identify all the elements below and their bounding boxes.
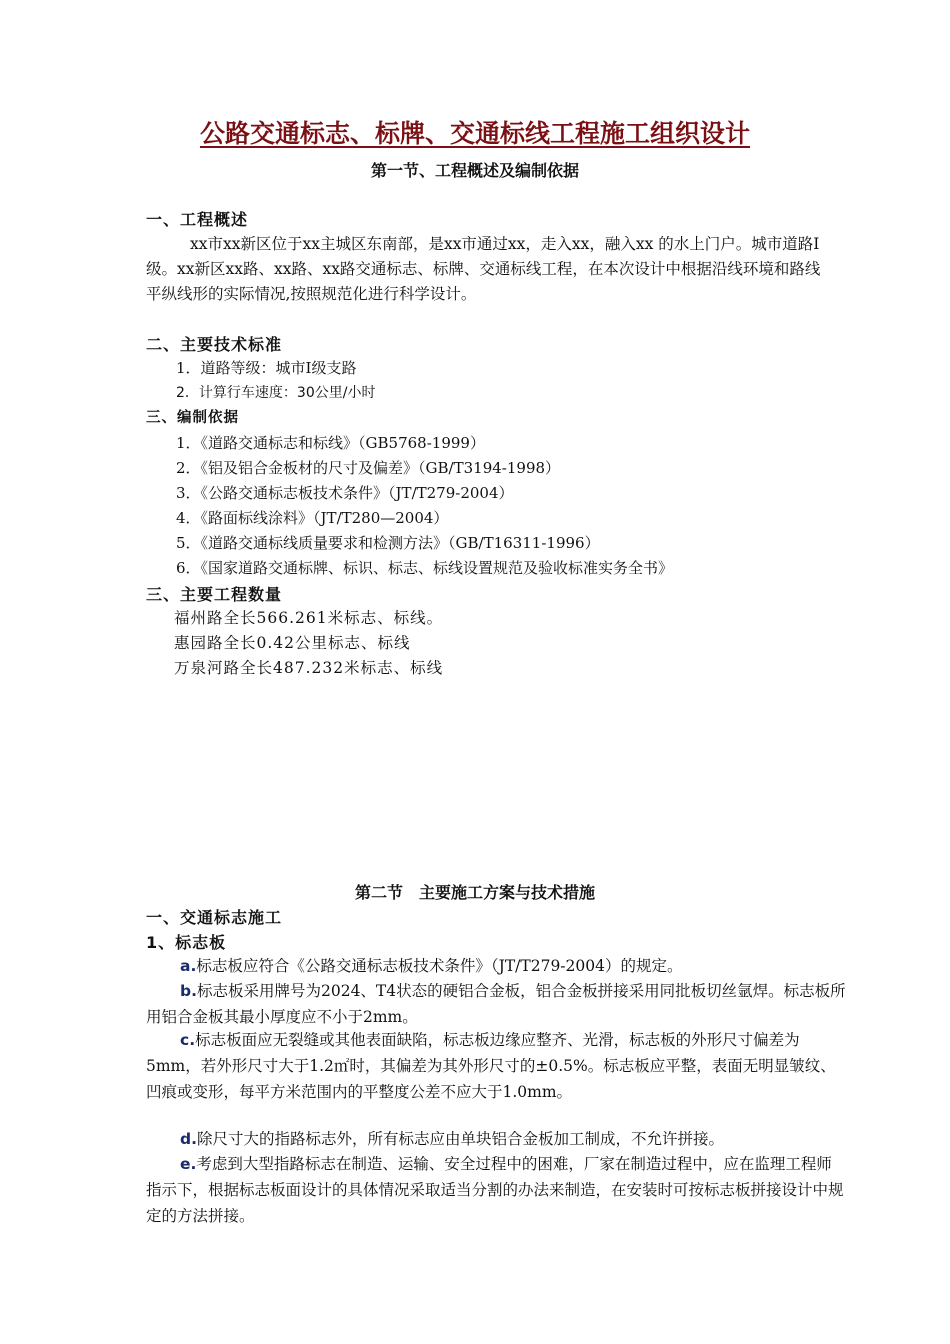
spec-item-label: c. [180, 1031, 196, 1049]
spec-item-label: b. [180, 982, 197, 1000]
spec-item-text: 除尺寸大的指路标志外，所有标志应由单块铝合金板加工制成，不允许拼接。 [196, 1130, 724, 1148]
spec-item-label: d. [180, 1130, 197, 1148]
spec-item-text: 考虑到大型指路标志在制造、运输、安全过程中的困难，厂家在制造过程中，应在监理工程师指示下，根据标志板面设计的具体情况采取适当分割的办法来制造，在安装时可按标志板拼接设计中规定的方法拼接。 [146, 1155, 844, 1225]
spec-item [146, 1151, 846, 1229]
basis-item: 5．《道路交通标线质量要求和检测方法》（GB/T16311-1996） [176, 534, 600, 552]
spec-item [146, 978, 846, 1030]
basis-item: 1．《道路交通标志和标线》（GB5768-1999） [176, 434, 485, 452]
quantity-item: 惠园路全长0.42公里标志、标线 [174, 634, 411, 652]
document-title-text: 公路交通标志、标牌、交通标线工程施工组织设计 [199, 119, 750, 148]
section1-title: 第一节、工程概述及编制依据 [370, 161, 579, 180]
overview-text [146, 232, 822, 307]
quantity-heading: 三、主要工程数量 [146, 585, 283, 604]
basis-item: 2．《铝及铝合金板材的尺寸及偏差》（GB/T3194-1998） [176, 459, 561, 477]
section2-title: 第二节 主要施工方案与技术措施 [354, 883, 595, 902]
standards-heading: 二、主要技术标准 [146, 335, 283, 354]
spec-item-text: 标志板应符合《公路交通标志板技术条件》（JT/T279-2004）的规定。 [196, 957, 683, 975]
spec-item-label: e. [180, 1155, 197, 1173]
section2-heading: 一、交通标志施工 [146, 908, 283, 927]
spec-item [146, 1126, 846, 1152]
spec-item-text: 标志板采用牌号为2024、T4状态的硬铝合金板，铝合金板拼接采用同批板切丝氩焊。标志板所用铝合金板其最小厚度应不小于2mm。 [146, 982, 846, 1026]
standards-item: 2．计算行车速度：30公里/小时 [176, 385, 376, 401]
standards-item: 1．道路等级：城市Ⅰ级支路 [176, 359, 357, 377]
overview-text-content: xx市xx新区位于xx主城区东南部，是xx市通过xx，走入xx，融入xx 的水上门户。城市道路Ⅰ级。xx新区xx路、xx路、xx路交通标志、标牌、交通标线工程，在本次设计中根据沿线环境和路线平纵线形的实际情况,按照规范化进行科学设计。 [146, 235, 821, 303]
basis-item: 4．《路面标线涂料》（JT/T280—2004） [176, 509, 449, 527]
basis-item: 6．《国家道路交通标牌、标识、标志、标线设置规范及验收标准实务全书》 [176, 559, 674, 577]
basis-item: 3．《公路交通标志板技术条件》（JT/T279-2004） [176, 484, 514, 502]
document-title [0, 114, 950, 150]
overview-heading: 一、工程概述 [146, 210, 249, 229]
spec-item-label: a. [180, 957, 197, 975]
spec-item-text: 标志板面应无裂缝或其他表面缺陷，标志板边缘应整齐、光滑，标志板的外形尺寸偏差为5mm，若外形尺寸大于1.2㎡时，其偏差为其外形尺寸的±0.5%。标志板应平整，表面无明显皱纹、凹痕或变形，每平方米范围内的平整度公差不应大于1.0mm。 [146, 1031, 836, 1101]
quantity-item: 万泉河路全长487.232米标志、标线 [174, 659, 444, 677]
quantity-item: 福州路全长566.261米标志、标线。 [174, 609, 444, 627]
basis-heading: 三、编制依据 [146, 410, 239, 426]
sign-board-heading: 1、标志板 [146, 933, 227, 952]
spec-item [146, 1027, 846, 1105]
spec-item [146, 953, 846, 979]
